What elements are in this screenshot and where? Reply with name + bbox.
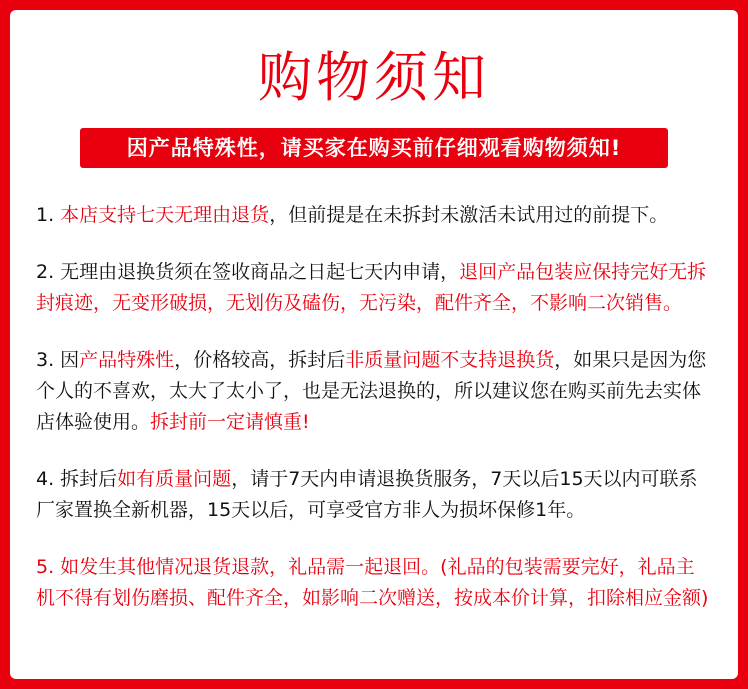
item-highlight: 拆封前一定请慎重! — [150, 411, 310, 433]
item-highlight: 非质量问题不支持退换货 — [345, 349, 555, 371]
item-text: 4. 拆封后 — [36, 468, 118, 490]
item-text: 2. 无理由退换货须在签收商品之日起七天内申请， — [36, 261, 460, 283]
item-text: ，价格较高，拆封后 — [174, 349, 346, 371]
item-text: ，但前提是在未拆封未激活未试用过的前提下。 — [269, 204, 669, 226]
item-highlight: 5. 如发生其他情况退货退款，礼品需一起退回。(礼品的包装需要完好，礼品主机不得有划伤磨损、配件齐全，如影响二次赠送，按成本价计算，扣除相应金额) — [36, 556, 709, 609]
notice-list — [36, 200, 712, 640]
notice-item-1 — [36, 200, 712, 231]
item-text: ，如果只是因为您个人的不喜欢，太大了太小了，也是无法退换的，所以建议您在购买前先去实体店体验使用。 — [36, 349, 707, 433]
notice-item-5 — [36, 552, 712, 614]
item-highlight: 本店支持七天无理由退货 — [60, 204, 270, 226]
warning-banner: 因产品特殊性，请买家在购买前仔细观看购物须知! — [80, 128, 668, 168]
notice-item-2 — [36, 257, 712, 319]
item-text: ，请于7天内申请退换货服务，7天以后15天以内可联系厂家置换全新机器，15天以后，可享受官方非人为损坏保修1年。 — [36, 468, 698, 521]
item-highlight: 产品特殊性 — [79, 349, 175, 371]
page-title: 购物须知 — [258, 46, 490, 109]
notice-card — [10, 10, 738, 679]
item-highlight: 退回产品包装应保持完好无拆封痕迹，无变形破损，无划伤及磕伤，无污染，配件齐全，不影响二次销售。 — [36, 261, 707, 314]
item-text: 1. — [36, 204, 61, 226]
notice-item-3 — [36, 345, 712, 438]
item-highlight: 如有质量问题 — [117, 468, 232, 490]
notice-item-4 — [36, 464, 712, 526]
item-text: 3. 因 — [36, 349, 80, 371]
